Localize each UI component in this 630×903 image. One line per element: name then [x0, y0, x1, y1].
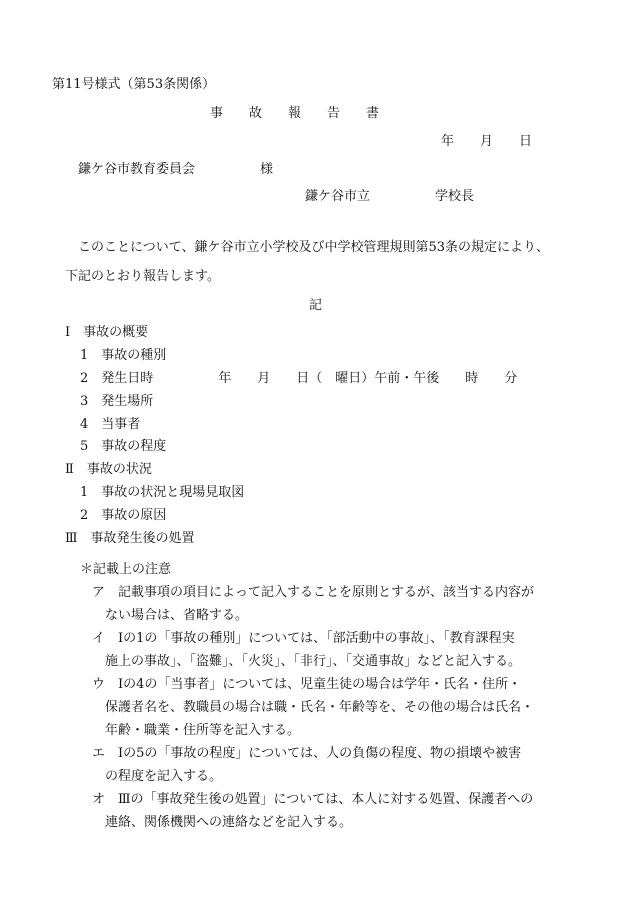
- item-situation: 1 事故の状況と現場見取図: [80, 485, 245, 500]
- form-number: 第11号様式（第53条関係）: [52, 77, 216, 92]
- sender: 鎌ケ谷市立 学校長: [305, 189, 475, 204]
- note-e-line-2: の程度を記入する。: [105, 769, 223, 784]
- item-datetime: 2 発生日時 年 月 日（ 曜日）午前・午後 時 分: [80, 371, 518, 386]
- note-u-line-1: ウ Ⅰの4の「当事者」については、児童生徒の場合は学年・氏名・住所・: [92, 677, 522, 692]
- ki-heading: 記: [309, 298, 323, 313]
- intro-text-line-1: このことについて、鎌ケ谷市立小学校及び中学校管理規則第53条の規定により、: [78, 240, 550, 255]
- item-accident-type: 1 事故の種別: [80, 348, 167, 363]
- note-u-line-2: 保護者名を、教職員の場合は職・氏名・年齢等を、その他の場合は氏名・: [105, 700, 535, 715]
- note-i-line-1: イ Ⅰの1の「事故の種別」については、「部活動中の事故」、「教育課程実: [92, 631, 515, 646]
- date-line: 年 月 日: [441, 134, 533, 149]
- addressee: 鎌ケ谷市教育委員会 様: [78, 162, 274, 177]
- note-i-line-2: 施上の事故」、「盗難」、「火災」、「非行」、「交通事故」などと記入する。: [105, 654, 522, 669]
- section-3-heading: Ⅲ 事故発生後の処置: [65, 531, 195, 546]
- notes-heading: ＊記載上の注意: [80, 562, 172, 577]
- note-a-line-2: ない場合は、省略する。: [105, 608, 249, 623]
- note-o-line-2: 連絡、関係機関への連絡などを記入する。: [105, 815, 353, 830]
- item-location: 3 発生場所: [80, 394, 154, 409]
- item-cause: 2 事故の原因: [80, 508, 167, 523]
- note-e-line-1: エ Ⅰの5の「事故の程度」については、人の負傷の程度、物の損壊や被害: [92, 746, 522, 761]
- note-u-line-3: 年齢・職業・住所等を記入する。: [105, 723, 301, 738]
- document-title: 事 故 報 告 書: [210, 106, 380, 121]
- item-severity: 5 事故の程度: [80, 439, 167, 454]
- intro-text-line-2: 下記のとおり報告します。: [65, 269, 220, 284]
- note-a-line-1: ア 記載事項の項目によって記入することを原則とするが、該当する内容が: [92, 585, 535, 600]
- section-1-heading: Ⅰ 事故の概要: [65, 325, 149, 340]
- item-parties: 4 当事者: [80, 417, 141, 432]
- note-o-line-1: オ Ⅲの「事故発生後の処置」については、本人に対する処置、保護者への: [92, 792, 534, 807]
- section-2-heading: Ⅱ 事故の状況: [65, 462, 152, 477]
